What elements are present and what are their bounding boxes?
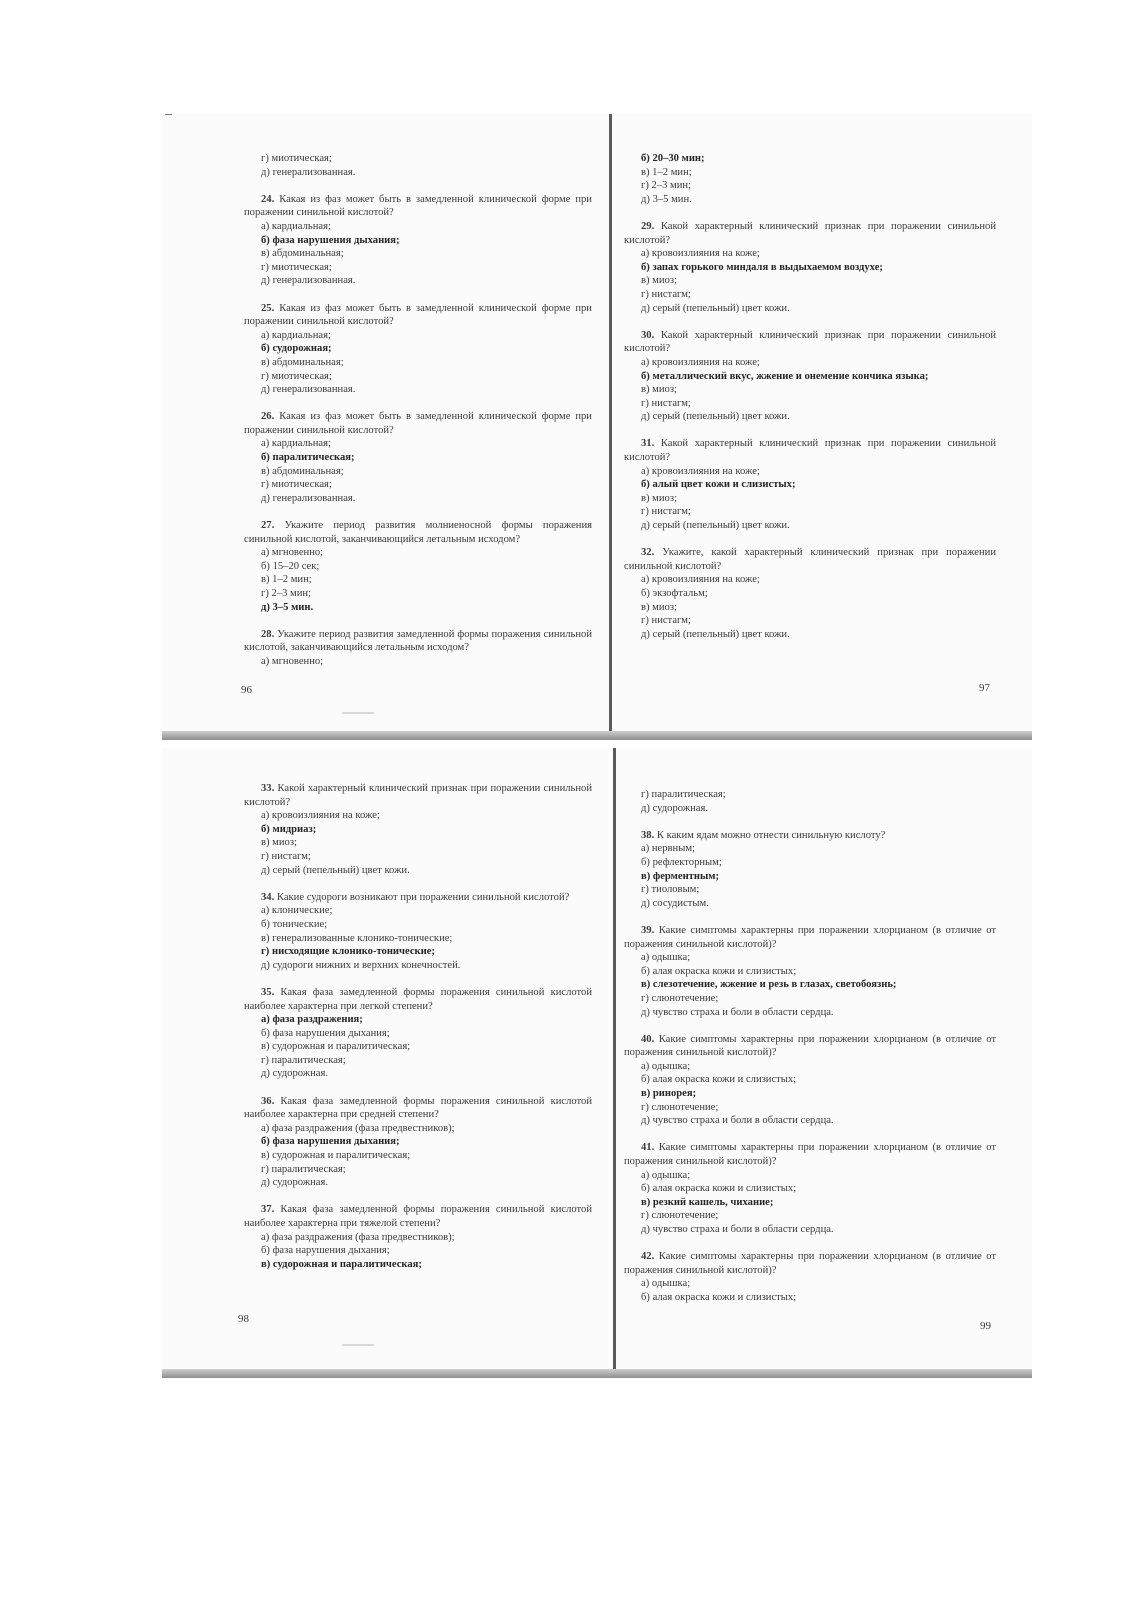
question-number: 30.: [641, 329, 655, 341]
page-99-text: [624, 788, 996, 1318]
question-block: [624, 829, 996, 911]
answer-option: д) генерализованная.: [261, 492, 356, 504]
page-99: [614, 748, 1032, 1378]
answer-option: д) 3–5 мин.: [641, 193, 692, 205]
answer-option: а) кровоизлияния на коже;: [641, 465, 760, 477]
answer-option: б) экзофтальм;: [641, 588, 708, 599]
question-number: 32.: [641, 547, 655, 559]
answer-option: в) миоз;: [261, 837, 297, 849]
page-number: 96: [241, 684, 252, 696]
question-block: [624, 546, 996, 641]
question-stem: [624, 546, 996, 573]
answer-option: д) серый (пепельный) цвет кожи.: [261, 864, 410, 876]
answer-option: д) генерализованная.: [261, 275, 356, 287]
page-98: [162, 748, 607, 1378]
question-text: Укажите период развития молниеносной формы поражения синильной кислотой, заканчивающийся летальным исходом?: [244, 520, 592, 545]
answer-option: б) алая окраска кожи и слизистых;: [641, 1291, 797, 1303]
question-stem: [244, 891, 592, 905]
question-block: [244, 782, 592, 877]
answer-option: б) фаза нарушения дыхания;: [261, 1027, 390, 1039]
question-stem: [244, 628, 592, 655]
correct-answer-option: б) фаза нарушения дыхания;: [261, 234, 400, 246]
continued-options: [244, 152, 592, 179]
question-number: 24.: [261, 193, 275, 205]
question-number: 26.: [261, 411, 275, 423]
question-block: [624, 924, 996, 1019]
question-number: 28.: [261, 628, 275, 640]
question-block: [244, 891, 592, 973]
option-line: д) генерализованная.: [261, 166, 356, 178]
question-number: 33.: [261, 783, 275, 794]
page-96-text: [244, 152, 592, 682]
answer-option: б) фаза нарушения дыхания;: [261, 1245, 390, 1257]
answer-option: г) нистагм;: [641, 288, 691, 300]
question-number: 25.: [261, 302, 275, 314]
answer-option: д) серый (пепельный) цвет кожи.: [641, 628, 790, 640]
question-block: [624, 329, 996, 424]
question-number: 35.: [261, 986, 275, 998]
answer-option: д) судорожная.: [261, 1177, 328, 1189]
question-block: [244, 519, 592, 614]
page-96: [162, 114, 607, 740]
answer-option: д) чувство страха и боли в области сердца.: [641, 1115, 834, 1127]
correct-answer-option: б) 20–30 мин;: [641, 153, 705, 164]
answer-option: а) кардиальная;: [261, 220, 331, 232]
answer-option: д) генерализованная.: [261, 384, 356, 396]
answer-option: а) одышка;: [641, 1060, 691, 1072]
answer-option: а) одышка;: [641, 1169, 691, 1181]
question-block: [244, 193, 592, 288]
answer-option: а) нервным;: [641, 843, 695, 855]
question-text: Какая фаза замедленной формы поражения синильной кислотой наиболее характерна при средней степени?: [244, 1095, 592, 1121]
page-edge-shadow: [162, 731, 1032, 740]
answer-option: г) паралитическая;: [261, 1163, 346, 1175]
correct-answer-option: в) ферментным;: [641, 870, 720, 882]
question-number: 40.: [641, 1033, 655, 1045]
answer-option: г) нистагм;: [261, 850, 311, 862]
answer-option: в) абдоминальная;: [261, 356, 344, 368]
page-97: [614, 114, 1032, 740]
option-line: г) миотическая;: [261, 153, 332, 164]
answer-option: а) кардиальная;: [261, 438, 331, 450]
correct-answer-option: б) запах горького миндаля в выдыхаемом воздухе;: [641, 261, 883, 273]
question-stem: [624, 829, 996, 843]
answer-option: в) абдоминальная;: [261, 248, 344, 260]
question-stem: [624, 329, 996, 356]
answer-option: д) судорожная.: [261, 1068, 328, 1080]
correct-answer-option: б) паралитическая;: [261, 452, 355, 464]
question-text: Какая из фаз может быть в замедленной клинической форме при поражении синильной кислотой?: [244, 193, 592, 219]
correct-answer-option: б) металлический вкус, жжение и онемение кончика языка;: [641, 370, 929, 382]
answer-option: г) слюнотечение;: [641, 1101, 719, 1113]
question-number: 38.: [641, 829, 655, 841]
answer-option: а) кардиальная;: [261, 329, 331, 341]
option-line: г) паралитическая;: [641, 789, 726, 800]
book-spread-bottom: [162, 748, 1032, 1378]
page-number: 97: [979, 682, 990, 694]
question-text: Какая из фаз может быть в замедленной клинической форме при поражении синильной кислотой?: [244, 302, 592, 328]
page-97-text: [624, 152, 996, 655]
question-block: [624, 1250, 996, 1304]
question-block: [624, 1033, 996, 1128]
question-block: [244, 302, 592, 397]
continued-options: [624, 788, 996, 815]
answer-option: б) рефлекторным;: [641, 856, 722, 868]
question-text: Какая фаза замедленной формы поражения синильной кислотой наиболее характерна при легкой степени?: [244, 986, 592, 1012]
question-stem: [244, 782, 592, 809]
question-block: [244, 1095, 592, 1190]
continued-options: [624, 152, 996, 206]
question-stem: [244, 1095, 592, 1122]
question-text: Какие судороги возникают при поражении синильной кислотой?: [276, 891, 570, 903]
answer-option: а) мгновенно;: [261, 655, 324, 667]
answer-option: а) кровоизлияния на коже;: [641, 248, 760, 260]
page-edge-shadow: [162, 1369, 1032, 1378]
question-stem: [244, 986, 592, 1013]
answer-option: в) миоз;: [641, 275, 677, 287]
question-text: Какие симптомы характерны при поражении хлорцианом (в отличие от поражения синильной кислотой)?: [624, 1033, 996, 1059]
answer-option: в) судорожная и паралитическая;: [261, 1150, 411, 1162]
answer-option: д) серый (пепельный) цвет кожи.: [641, 520, 790, 532]
answer-option: б) тонические;: [261, 918, 328, 930]
question-number: 36.: [261, 1095, 275, 1107]
correct-answer-option: б) судорожная;: [261, 343, 332, 355]
question-number: 29.: [641, 220, 655, 232]
answer-option: д) сосудистым.: [641, 897, 709, 909]
question-stem: [244, 302, 592, 329]
answer-option: д) серый (пепельный) цвет кожи.: [641, 411, 790, 423]
question-text: Какая из фаз может быть в замедленной клинической форме при поражении синильной кислотой?: [244, 411, 592, 436]
answer-option: г) миотическая;: [261, 370, 332, 382]
question-stem: [624, 1033, 996, 1060]
answer-option: в) судорожная и паралитическая;: [261, 1041, 411, 1053]
answer-option: а) мгновенно;: [261, 547, 324, 559]
answer-option: б) 15–20 сек;: [261, 560, 320, 572]
question-text: Какой характерный клинический признак при поражении синильной кислотой?: [624, 329, 996, 355]
answer-option: г) миотическая;: [261, 261, 332, 273]
question-number: 34.: [261, 891, 275, 903]
question-text: Какие симптомы характерны при поражении хлорцианом (в отличие от поражения синильной кислотой)?: [624, 1251, 996, 1276]
book-spine: [609, 114, 612, 736]
answer-option: а) клонические;: [261, 905, 333, 917]
answer-option: в) миоз;: [641, 492, 677, 504]
correct-answer-option: в) судорожная и паралитическая;: [261, 1258, 422, 1270]
answer-option: а) одышка;: [641, 1278, 691, 1290]
page-number: 99: [980, 1320, 991, 1332]
question-stem: [624, 1250, 996, 1277]
answer-option: а) фаза раздражения (фаза предвестников);: [261, 1122, 455, 1134]
answer-option: г) слюнотечение;: [641, 1210, 719, 1222]
correct-answer-option: б) алый цвет кожи и слизистых;: [641, 479, 796, 491]
question-text: Какой характерный клинический признак при поражении синильной кислотой?: [624, 220, 996, 246]
question-text: Какой характерный клинический признак при поражении синильной кислотой?: [244, 783, 592, 808]
book-spread-top: [162, 114, 1032, 740]
question-block: [244, 410, 592, 505]
question-stem: [624, 437, 996, 464]
answer-option: г) тиоловым;: [641, 884, 700, 896]
page-98-text: [244, 782, 592, 1285]
answer-option: г) паралитическая;: [261, 1054, 346, 1066]
question-text: Укажите, какой характерный клинический признак при поражении синильной кислотой?: [624, 547, 996, 572]
answer-option: в) генерализованные клонико-тонические;: [261, 932, 453, 944]
question-text: Какая фаза замедленной формы поражения синильной кислотой наиболее характерна при тяжелой степени?: [244, 1204, 592, 1229]
question-space: [654, 438, 661, 449]
question-stem: [244, 519, 592, 546]
question-block: [624, 1141, 996, 1236]
question-block: [244, 628, 592, 669]
question-stem: [244, 193, 592, 220]
answer-option: д) чувство страха и боли в области сердца.: [641, 1006, 834, 1018]
question-stem: [624, 1141, 996, 1168]
answer-option: д) серый (пепельный) цвет кожи.: [641, 302, 790, 314]
answer-option: г) слюнотечение;: [641, 992, 719, 1004]
correct-answer-option: д) 3–5 мин.: [261, 601, 314, 613]
question-number: 37.: [261, 1204, 275, 1216]
page-number: 98: [238, 1313, 249, 1325]
answer-option: а) кровоизлияния на коже;: [261, 810, 380, 822]
question-text: Какие симптомы характерны при поражении хлорцианом (в отличие от поражения синильной кислотой)?: [624, 924, 996, 950]
answer-option: а) кровоизлияния на коже;: [641, 356, 760, 368]
question-stem: [244, 410, 592, 437]
correct-answer-option: в) слезотечение, жжение и резь в глазах, светобоязнь;: [641, 979, 897, 991]
correct-answer-option: б) фаза нарушения дыхания;: [261, 1136, 400, 1148]
question-number: 27.: [261, 520, 275, 532]
question-block: [624, 220, 996, 315]
question-stem: [244, 1203, 592, 1230]
question-text: Какой характерный клинический признак при поражении синильной кислотой?: [624, 438, 996, 464]
answer-option: а) одышка;: [641, 952, 691, 964]
answer-option: в) миоз;: [641, 601, 677, 613]
question-space: [274, 520, 284, 531]
answer-option: д) чувство страха и боли в области сердца.: [641, 1224, 834, 1235]
question-number: 39.: [641, 924, 655, 936]
question-stem: [624, 924, 996, 951]
answer-option: г) 2–3 мин;: [261, 588, 312, 599]
answer-option: г) нистагм;: [641, 397, 691, 409]
answer-option: г) 2–3 мин;: [641, 180, 692, 192]
scan-smudge: [342, 712, 374, 714]
question-stem: [624, 220, 996, 247]
question-number: 41.: [641, 1142, 655, 1154]
question-block: [244, 1203, 592, 1271]
answer-option: г) миотическая;: [261, 479, 332, 491]
answer-option: в) 1–2 мин;: [261, 574, 312, 586]
scan-smudge: [342, 1344, 374, 1346]
correct-answer-option: а) фаза раздражения;: [261, 1014, 363, 1026]
answer-option: а) кровоизлияния на коже;: [641, 574, 760, 586]
question-text: К каким ядам можно отнести синильную кислоту?: [656, 829, 886, 841]
answer-option: г) нистагм;: [641, 615, 691, 627]
answer-option: б) алая окраска кожи и слизистых;: [641, 965, 797, 977]
correct-answer-option: в) ринорея;: [641, 1088, 697, 1100]
correct-answer-option: г) нисходящие клонико-тонические;: [261, 946, 435, 958]
option-line: д) судорожная.: [641, 802, 708, 814]
answer-option: б) алая окраска кожи и слизистых;: [641, 1183, 797, 1195]
correct-answer-option: в) резкий кашель, чихание;: [641, 1196, 774, 1208]
correct-answer-option: б) мидриаз;: [261, 823, 317, 835]
question-number: 31.: [641, 438, 655, 450]
answer-option: в) абдоминальная;: [261, 465, 344, 477]
question-number: 42.: [641, 1251, 655, 1263]
question-text: Укажите период развития замедленной формы поражения синильной кислотой, заканчивающийся летальным исходом?: [244, 628, 592, 654]
question-space: [654, 221, 661, 232]
answer-option: д) судороги нижних и верхних конечностей.: [261, 959, 461, 971]
question-space: [654, 547, 662, 558]
answer-option: г) нистагм;: [641, 506, 691, 518]
question-text: Какие симптомы характерны при поражении хлорцианом (в отличие от поражения синильной кислотой)?: [624, 1142, 996, 1168]
question-space: [654, 330, 661, 341]
answer-option: в) миоз;: [641, 384, 677, 396]
answer-option: а) фаза раздражения (фаза предвестников);: [261, 1231, 455, 1243]
question-block: [244, 986, 592, 1081]
answer-option: в) 1–2 мин;: [641, 166, 692, 178]
answer-option: б) алая окраска кожи и слизистых;: [641, 1074, 797, 1086]
question-block: [624, 437, 996, 532]
